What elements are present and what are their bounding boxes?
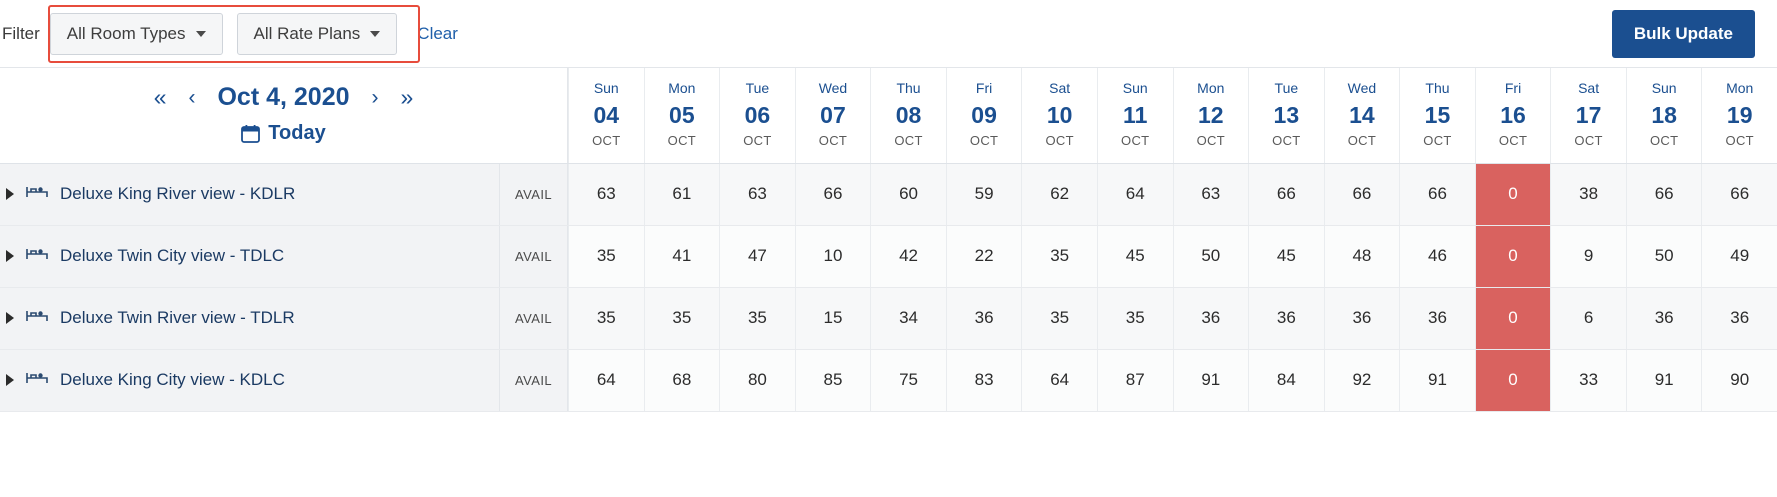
date-navigation [0, 68, 568, 163]
availability-cell[interactable]: 60 [870, 164, 946, 225]
day-dow: Sat [1049, 80, 1071, 96]
day-header-cell[interactable] [1550, 68, 1626, 163]
availability-cell[interactable]: 75 [870, 350, 946, 411]
day-num: 13 [1273, 102, 1300, 128]
day-num: 14 [1349, 102, 1375, 128]
day-dow: Tue [1274, 80, 1299, 96]
day-month: OCT [894, 133, 923, 149]
day-month: OCT [1196, 133, 1225, 149]
day-dow: Mon [1726, 80, 1754, 96]
availability-cell[interactable]: 64 [1097, 164, 1173, 225]
availability-cell[interactable]: 35 [568, 288, 644, 349]
availability-cell[interactable]: 22 [946, 226, 1022, 287]
day-header-cell[interactable] [568, 68, 644, 163]
room-name: Deluxe King City view - KDLC [60, 370, 285, 390]
table-row [0, 350, 1777, 412]
day-num: 05 [669, 102, 695, 128]
rate-plans-dropdown-label: All Rate Plans [253, 23, 361, 43]
availability-cell[interactable]: 66 [1324, 164, 1400, 225]
expand-arrow-icon[interactable] [6, 188, 14, 200]
chevron-down-icon [370, 31, 380, 37]
availability-cell[interactable]: 41 [644, 226, 720, 287]
room-name: Deluxe Twin City view - TDLC [60, 246, 285, 266]
prev-page-icon[interactable]: ‹ [188, 86, 196, 110]
day-dow: Sun [593, 80, 619, 96]
availability-cell[interactable]: 50 [1626, 226, 1702, 287]
day-month: OCT [1272, 133, 1301, 149]
day-num: 06 [744, 102, 771, 128]
availability-cell[interactable]: 36 [1399, 288, 1475, 349]
table-row [0, 288, 1777, 350]
bed-icon [26, 246, 48, 267]
day-month: OCT [1423, 133, 1452, 149]
day-header-cell[interactable] [1324, 68, 1400, 163]
availability-cell[interactable]: 91 [1626, 350, 1702, 411]
day-num: 07 [820, 102, 846, 128]
availability-cell[interactable]: 90 [1701, 350, 1777, 411]
availability-cell[interactable]: 62 [1021, 164, 1097, 225]
day-month: OCT [1347, 133, 1377, 149]
day-num: 11 [1123, 102, 1148, 128]
day-header-cell[interactable] [1475, 68, 1551, 163]
availability-cell[interactable]: 42 [870, 226, 946, 287]
availability-label: AVAIL [500, 164, 568, 225]
availability-cell[interactable]: 47 [719, 226, 795, 287]
availability-cell[interactable]: 15 [795, 288, 871, 349]
availability-cell[interactable]: 68 [644, 350, 720, 411]
day-header-cell[interactable] [1399, 68, 1475, 163]
bed-icon [26, 184, 48, 205]
day-header-cell[interactable] [719, 68, 795, 163]
availability-cell[interactable]: 64 [568, 350, 644, 411]
availability-cell[interactable]: 66 [1701, 164, 1777, 225]
day-header-cell[interactable] [1701, 68, 1777, 163]
table-row [0, 164, 1777, 226]
availability-cell[interactable]: 87 [1097, 350, 1173, 411]
room-types-dropdown[interactable] [50, 13, 223, 55]
availability-cell[interactable]: 84 [1248, 350, 1324, 411]
availability-cell[interactable]: 46 [1399, 226, 1475, 287]
availability-cell[interactable]: 36 [1324, 288, 1400, 349]
availability-label: AVAIL [500, 226, 568, 287]
calendar-header-row [0, 68, 1777, 164]
first-page-icon[interactable]: « [153, 84, 167, 111]
availability-label: AVAIL [500, 350, 568, 411]
availability-cell[interactable]: 45 [1097, 226, 1173, 287]
room-type-cell[interactable] [0, 288, 500, 349]
availability-cell-sold-out[interactable]: 0 [1475, 226, 1551, 287]
availability-cell[interactable]: 66 [1399, 164, 1475, 225]
day-dow: Fri [975, 80, 993, 96]
availability-cell[interactable]: 36 [1248, 288, 1324, 349]
day-month: OCT [1725, 133, 1754, 149]
availability-cell[interactable]: 48 [1324, 226, 1400, 287]
availability-cell[interactable]: 36 [1173, 288, 1249, 349]
day-num: 08 [895, 102, 922, 128]
day-dow: Sun [1651, 80, 1677, 96]
day-month: OCT [667, 133, 697, 149]
availability-cell[interactable]: 35 [1021, 226, 1097, 287]
day-dow: Wed [818, 80, 848, 96]
room-type-cell[interactable] [0, 350, 500, 411]
availability-cell[interactable]: 6 [1550, 288, 1626, 349]
bed-icon [26, 370, 48, 391]
day-num: 18 [1651, 102, 1677, 128]
day-dow: Tue [745, 80, 770, 96]
day-dow: Thu [1425, 80, 1450, 96]
availability-cell[interactable]: 35 [719, 288, 795, 349]
availability-cell[interactable]: 50 [1173, 226, 1249, 287]
day-num: 04 [593, 102, 620, 128]
bulk-update-button[interactable]: Bulk Update [1612, 10, 1755, 58]
availability-cell[interactable]: 83 [946, 350, 1022, 411]
availability-cell[interactable]: 45 [1248, 226, 1324, 287]
availability-cell[interactable]: 35 [644, 288, 720, 349]
day-header-cell[interactable] [1173, 68, 1249, 163]
bed-icon [26, 308, 48, 329]
availability-cell[interactable]: 38 [1550, 164, 1626, 225]
expand-arrow-icon[interactable] [6, 312, 14, 324]
room-name: Deluxe King River view - KDLR [60, 184, 296, 204]
day-header-cell[interactable] [1097, 68, 1173, 163]
availability-cell[interactable]: 10 [795, 226, 871, 287]
date-nav-controls [154, 83, 414, 112]
filter-label: Filter [2, 23, 40, 43]
day-header-cell[interactable] [1021, 68, 1097, 163]
day-header-cell[interactable] [1626, 68, 1702, 163]
availability-cell[interactable]: 33 [1550, 350, 1626, 411]
availability-cell[interactable]: 35 [568, 226, 644, 287]
day-num: 09 [971, 102, 997, 128]
day-month: OCT [1498, 133, 1528, 149]
filter-toolbar [0, 0, 1777, 68]
day-month: OCT [1045, 133, 1074, 149]
availability-label: AVAIL [500, 288, 568, 349]
availability-cell-sold-out[interactable]: 0 [1475, 164, 1551, 225]
day-month: OCT [592, 133, 621, 149]
room-type-cell[interactable] [0, 164, 500, 225]
day-num: 17 [1575, 102, 1602, 128]
calendar-icon [241, 124, 260, 143]
next-page-icon[interactable]: › [371, 86, 379, 110]
availability-cell[interactable]: 66 [1248, 164, 1324, 225]
rate-plans-dropdown[interactable] [237, 13, 398, 55]
availability-cell[interactable]: 36 [1701, 288, 1777, 349]
day-dow: Sat [1578, 80, 1600, 96]
day-month: OCT [743, 133, 772, 149]
availability-cell[interactable]: 63 [1173, 164, 1249, 225]
today-label: Today [268, 122, 326, 145]
availability-cell[interactable]: 34 [870, 288, 946, 349]
day-month: OCT [969, 133, 999, 149]
availability-cell[interactable]: 80 [719, 350, 795, 411]
availability-cell[interactable]: 91 [1399, 350, 1475, 411]
day-dow: Fri [1504, 80, 1522, 96]
day-month: OCT [1121, 133, 1150, 149]
day-month: OCT [1574, 133, 1603, 149]
availability-cell[interactable]: 36 [1626, 288, 1702, 349]
availability-cell[interactable]: 35 [1097, 288, 1173, 349]
day-dow: Sun [1122, 80, 1148, 96]
availability-cell[interactable]: 61 [644, 164, 720, 225]
availability-cell[interactable]: 9 [1550, 226, 1626, 287]
day-header-cell[interactable] [644, 68, 720, 163]
table-row [0, 226, 1777, 288]
availability-cell[interactable]: 63 [568, 164, 644, 225]
clear-filters-link[interactable]: Clear [417, 23, 458, 43]
day-header-cell[interactable] [795, 68, 871, 163]
availability-cell-sold-out[interactable]: 0 [1475, 288, 1551, 349]
day-header-cell[interactable] [946, 68, 1022, 163]
room-types-dropdown-label: All Room Types [66, 23, 186, 43]
day-header-cell[interactable] [870, 68, 946, 163]
room-name: Deluxe Twin River view - TDLR [60, 308, 295, 328]
availability-cell[interactable]: 85 [795, 350, 871, 411]
expand-arrow-icon[interactable] [6, 250, 14, 262]
availability-cell[interactable]: 63 [719, 164, 795, 225]
availability-cell[interactable]: 92 [1324, 350, 1400, 411]
day-num: 19 [1726, 102, 1753, 128]
day-num: 15 [1424, 102, 1451, 128]
day-month: OCT [818, 133, 848, 149]
availability-cell-sold-out[interactable]: 0 [1475, 350, 1551, 411]
availability-cell[interactable]: 91 [1173, 350, 1249, 411]
day-num: 16 [1500, 102, 1526, 128]
day-dow: Wed [1347, 80, 1377, 96]
last-page-icon[interactable]: » [400, 84, 414, 111]
availability-cell[interactable]: 66 [1626, 164, 1702, 225]
day-header-cell[interactable] [1248, 68, 1324, 163]
availability-cell[interactable]: 66 [795, 164, 871, 225]
availability-cell[interactable]: 36 [946, 288, 1022, 349]
day-dow: Mon [1197, 80, 1225, 96]
availability-cell[interactable]: 49 [1701, 226, 1777, 287]
today-button[interactable] [241, 122, 325, 145]
day-dow: Thu [896, 80, 921, 96]
day-dow: Mon [668, 80, 696, 96]
expand-arrow-icon[interactable] [6, 374, 14, 386]
day-num: 10 [1046, 102, 1073, 128]
day-num: 12 [1197, 102, 1224, 128]
chevron-down-icon [196, 31, 206, 37]
calendar-grid [0, 68, 1777, 412]
room-type-cell[interactable] [0, 226, 500, 287]
availability-cell[interactable]: 59 [946, 164, 1022, 225]
availability-cell[interactable]: 64 [1021, 350, 1097, 411]
current-date-title: Oct 4, 2020 [217, 83, 350, 112]
availability-cell[interactable]: 35 [1021, 288, 1097, 349]
day-month: OCT [1649, 133, 1679, 149]
